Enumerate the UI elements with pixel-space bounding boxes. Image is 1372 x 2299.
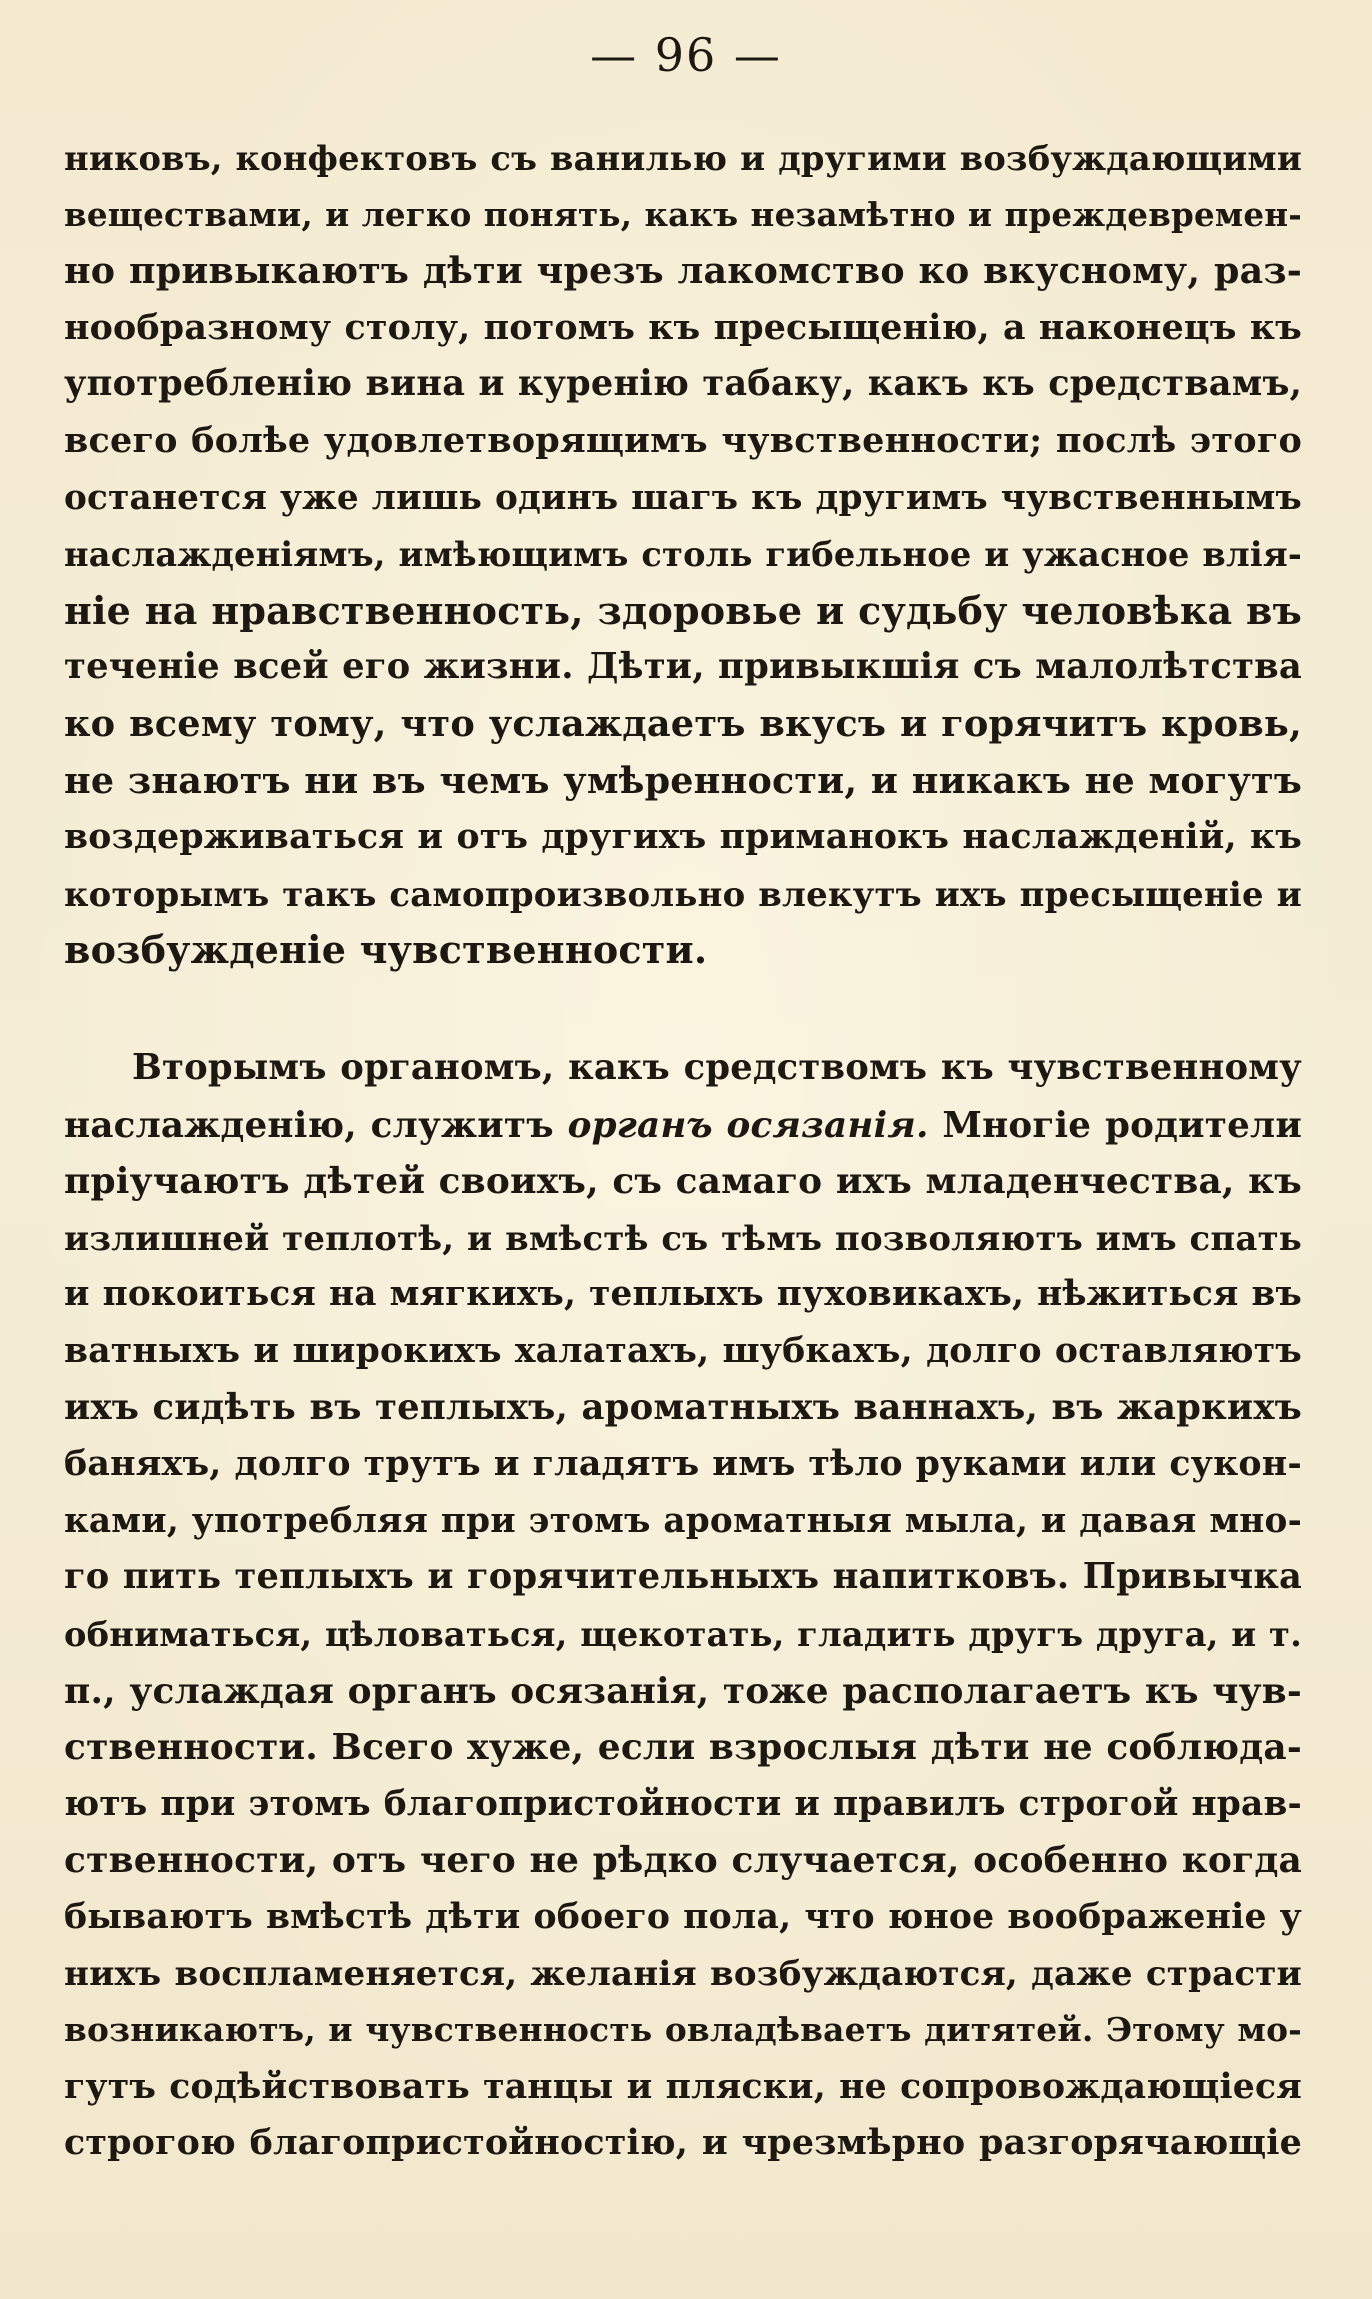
text-line: не знаютъ ни въ чемъ умѣренности, и никакъ не могутъ: [64, 758, 1302, 802]
text-line: ко всему тому, что услаждаетъ вкусъ и горячитъ кровь,: [64, 701, 1302, 745]
text-line: но привыкаютъ дѣти чрезъ лакомство ко вкусному, раз-: [64, 249, 1302, 293]
italic-term: органъ осязанія.: [567, 1103, 929, 1146]
text-line: обниматься, цѣловаться, щекотать, гладить другъ друга, и т.: [64, 1613, 1302, 1654]
text-line: наслажденіямъ, имѣющимъ столь гибельное и ужасное влія-: [64, 534, 1302, 575]
page-number: — 96 —: [590, 28, 782, 82]
paragraph-2: [64, 1040, 1302, 2172]
text-line: употребленію вина и куренію табаку, какъ къ средствамъ,: [64, 363, 1302, 405]
text-line: ственности, отъ чего не рѣдко случается, особенно когда: [64, 1839, 1302, 1882]
text-line: ками, употребляя при этомъ ароматныя мыла, и давая мно-: [64, 1500, 1302, 1541]
text-line: возбужденіе чувственности.: [64, 927, 708, 973]
text-segment: наслажденію, служитъ: [64, 1103, 568, 1146]
text-line: ватныхъ и широкихъ халатахъ, шубкахъ, долго оставляютъ: [64, 1330, 1302, 1371]
text-line: ніе на нравственность, здоровье и судьбу человѣка въ: [64, 587, 1302, 633]
text-line: баняхъ, долго трутъ и гладятъ имъ тѣло руками или сукон-: [64, 1443, 1302, 1485]
text-line: нообразному столу, потомъ къ пресыщенію, а наконецъ къ: [64, 306, 1302, 348]
paragraph-1: [64, 130, 1302, 979]
text-line: ственности. Всего хуже, если взрослыя дѣти не соблюда-: [64, 1726, 1302, 1769]
text-line: Вторымъ органомъ, какъ средствомъ къ чувственному: [132, 1047, 1302, 1088]
text-line: пріучаютъ дѣтей своихъ, съ самаго ихъ младенчества, къ: [64, 1160, 1302, 1203]
text-segment: Многіе родители: [928, 1103, 1303, 1146]
text-line: теченіе всей его жизни. Дѣти, привыкшія съ малолѣтства: [64, 646, 1302, 688]
text-line: всего болѣе удовлетворящимъ чувственности; послѣ этого: [64, 419, 1302, 461]
text-line: воздерживаться и отъ другихъ приманокъ наслажденій, къ: [64, 816, 1302, 858]
text-line: нихъ воспламеняется, желанія возбуждаются, даже страсти: [64, 1953, 1302, 1994]
text-line: веществами, и легко понять, какъ незамѣтно и преждевремен-: [64, 194, 1302, 234]
text-line: излишней теплотѣ, и вмѣстѣ съ тѣмъ позволяютъ имъ спать: [64, 1217, 1302, 1258]
text-line: останется уже лишь одинъ шагъ къ другимъ чувственнымъ: [64, 477, 1302, 518]
text-line: и покоиться на мягкихъ, теплыхъ пуховикахъ, нѣжиться въ: [64, 1274, 1302, 1315]
text-line-with-italic: [64, 1097, 1302, 1154]
text-line: гутъ содѣйствовать танцы и пляски, не сопровождающіеся: [64, 2066, 1302, 2107]
text-line: ихъ сидѣть въ теплыхъ, ароматныхъ ваннахъ, въ жаркихъ: [64, 1386, 1302, 1428]
text-line: никовъ, конфектовъ съ ванилью и другими возбуждающими: [64, 138, 1302, 178]
text-line: возникаютъ, и чувственность овладѣваетъ дитятей. Этому мо-: [64, 2010, 1302, 2050]
text-line: ютъ при этомъ благопристойности и правилъ строгой нрав-: [64, 1783, 1302, 1824]
text-line: которымъ такъ самопроизвольно влекутъ ихъ пресыщеніе и: [64, 873, 1302, 914]
text-line: го пить теплыхъ и горячительныхъ напитковъ. Привычка: [64, 1556, 1302, 1598]
text-line: строгою благопристойностію, и чрезмѣрно разгорячающіе: [64, 2122, 1302, 2164]
text-line: бываютъ вмѣстѣ дѣти обоего пола, что юное воображеніе у: [64, 1896, 1302, 1937]
text-line: п., услаждая органъ осязанія, тоже располагаетъ къ чув-: [64, 1669, 1302, 1712]
